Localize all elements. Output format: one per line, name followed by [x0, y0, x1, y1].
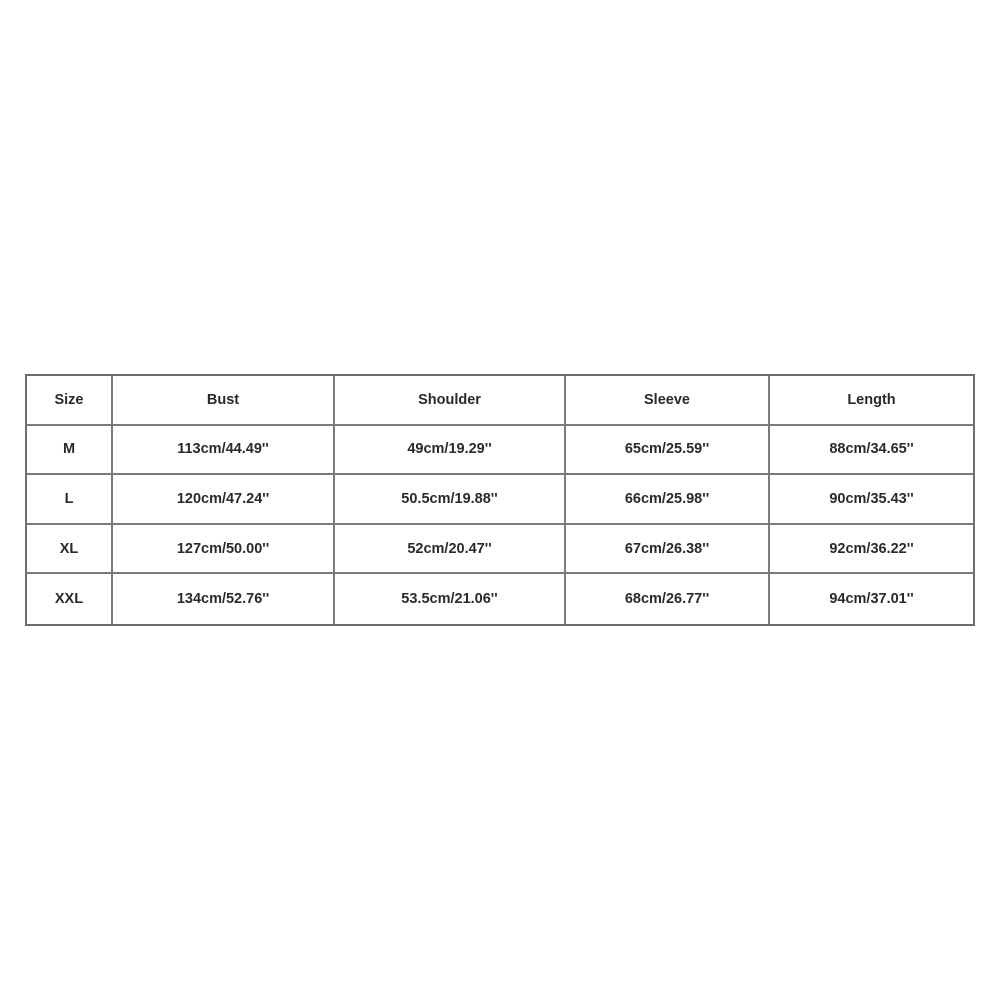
size-chart-table: [25, 374, 975, 626]
cell-size: XL: [27, 525, 113, 575]
header-shoulder: Shoulder: [335, 376, 566, 426]
cell-sleeve: 68cm/26.77'': [566, 574, 770, 624]
cell-length: 90cm/35.43'': [770, 475, 973, 525]
cell-sleeve: 65cm/25.59'': [566, 426, 770, 476]
cell-bust: 134cm/52.76'': [113, 574, 335, 624]
header-sleeve: Sleeve: [566, 376, 770, 426]
cell-bust: 120cm/47.24'': [113, 475, 335, 525]
cell-shoulder: 50.5cm/19.88'': [335, 475, 566, 525]
cell-length: 94cm/37.01'': [829, 591, 914, 608]
header-bust: Bust: [113, 376, 335, 426]
cell-shoulder: 53.5cm/21.06'': [335, 574, 566, 624]
cell-bust: 113cm/44.49'': [113, 426, 335, 476]
cell-length: 92cm/36.22'': [770, 525, 973, 575]
header-length: Length: [770, 376, 973, 426]
cell-shoulder: 52cm/20.47'': [335, 525, 566, 575]
cell-bust: 127cm/50.00'': [113, 525, 335, 575]
cell-sleeve: 66cm/25.98'': [566, 475, 770, 525]
cell-size: XXL: [27, 574, 113, 624]
header-size: Size: [27, 376, 113, 426]
cell-size: M: [27, 426, 113, 476]
cell-length: 88cm/34.65'': [770, 426, 973, 476]
cell-shoulder: 49cm/19.29'': [335, 426, 566, 476]
cell-size: L: [27, 475, 113, 525]
cell-sleeve: 67cm/26.38'': [566, 525, 770, 575]
